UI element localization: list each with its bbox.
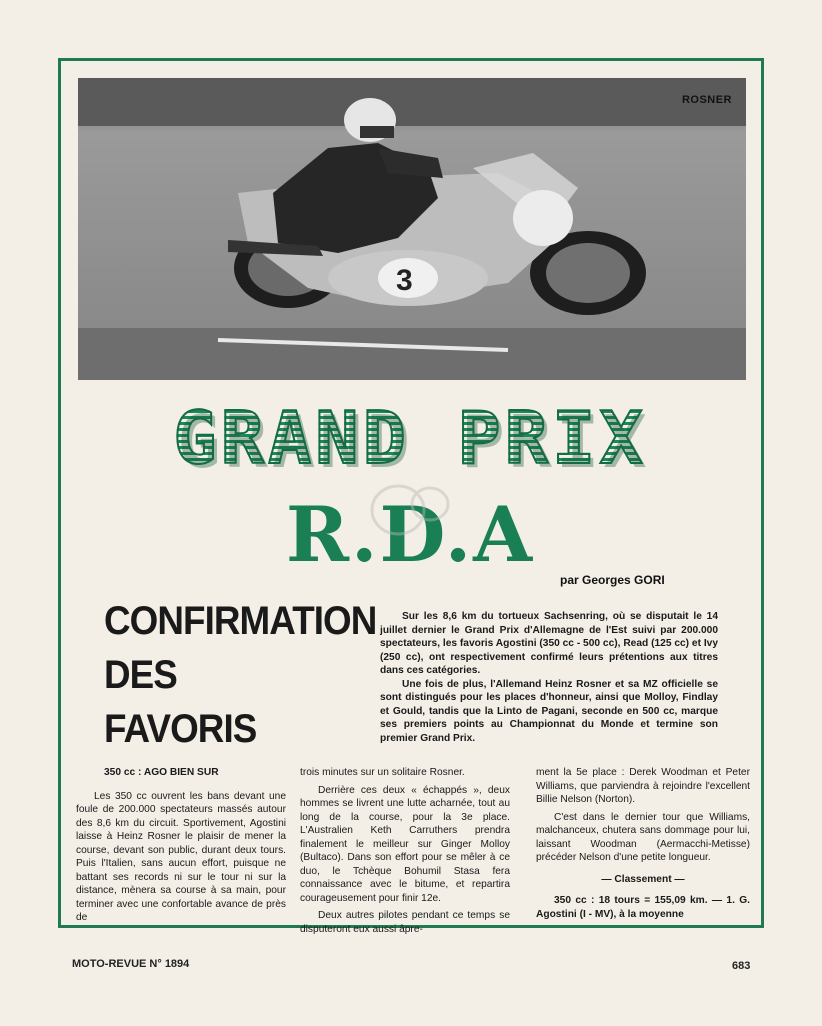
intro-paragraph: Une fois de plus, l'Allemand Heinz Rosner et sa MZ officielle se sont distingués pour les places d'honneur, ainsi que Molloy, Findlay et Gould, tandis que la Linto de Pagani, seconde en 500 cc, marque ses premiers points au Championnat du Monde et termine son premier Grand Prix. (380, 678, 718, 744)
headline-line: FAVORIS (104, 707, 257, 751)
magazine-issue: MOTO-REVUE N° 1894 (72, 958, 190, 970)
intro-paragraph: Sur les 8,6 km du tortueux Sachsenring, où se disputait le 14 juillet dernier le Grand Prix d'Allemagne de l'Est suivi par 200.000 spectateurs, les favoris Agostini (350 cc - 500 cc), Read (125 cc) et Ivy (250 cc), ont respectivement confirmé leurs prétentions aux titres dans ces catégories. (380, 611, 718, 676)
body-paragraph: C'est dans le dernier tour que Williams, malchanceux, chutera sans dommage pour lui, laissant Woodman (Aermacchi-Metisse) précéder Nelson d'une petite longueur. (536, 811, 750, 863)
body-column-3 (536, 766, 750, 925)
title-grand-prix: GRAND PRIX (130, 398, 690, 478)
watermark-logo (368, 482, 454, 538)
byline: par Georges GORI (560, 573, 665, 587)
headline-line: DES (104, 653, 177, 697)
section-subheading: 350 cc : AGO BIEN SUR (104, 767, 219, 778)
title-rda: R.D.A (285, 490, 535, 579)
page-number: 683 (732, 960, 751, 972)
body-paragraph: trois minutes sur un solitaire Rosner. (300, 767, 465, 778)
intro-text (380, 610, 718, 745)
body-column-2 (300, 766, 510, 940)
headline-line: CONFIRMATION (104, 599, 377, 643)
body-paragraph: Les 350 cc ouvrent les bans devant une foule de 200.000 spectateurs massés autour des 8,6 km du circuit. Sportivement, Agostini laisse à Heinz Rosner le plaisir de mener la course, devant son public, durant deux tours. Puis l'Italien, sans aucun effort, puisque ne battant ses records ni sur le tour ni sur la distance, mènera sa course à sa main, pour terminer avec une confortable avance de près de (76, 790, 286, 923)
headline (104, 594, 394, 756)
bike-number: 3 (396, 264, 413, 297)
classement-heading: — Classement — (601, 873, 685, 885)
body-paragraph: Deux autres pilotes pendant ce temps se disputeront eux aussi âpre- (300, 910, 510, 935)
race-photo (78, 78, 746, 380)
body-column-1 (76, 766, 286, 929)
photo-credit: ROSNER (681, 94, 732, 106)
body-paragraph: ment la 5e place : Derek Woodman et Peter Williams, que parviendra à rejoindre l'excellent Billie Nelson (Norton). (536, 767, 750, 805)
classement-line: 350 cc : 18 tours = 155,09 km. — 1. G. Agostini (I - MV), à la moyenne (536, 895, 750, 920)
body-paragraph: Derrière ces deux « échappés », deux hommes se livrent une lutte acharnée, tout au long de la course, pour la 3e place. L'Australien Keth Carruthers prendra finalement le meilleur sur Ginger Molloy (Bultaco). Dans son effort pour se mêler à ce duo, le Tchèque Bohumil Stasa fera connaissance avec le bitume, et repartira courageusement pour finir 12e. (300, 784, 510, 904)
